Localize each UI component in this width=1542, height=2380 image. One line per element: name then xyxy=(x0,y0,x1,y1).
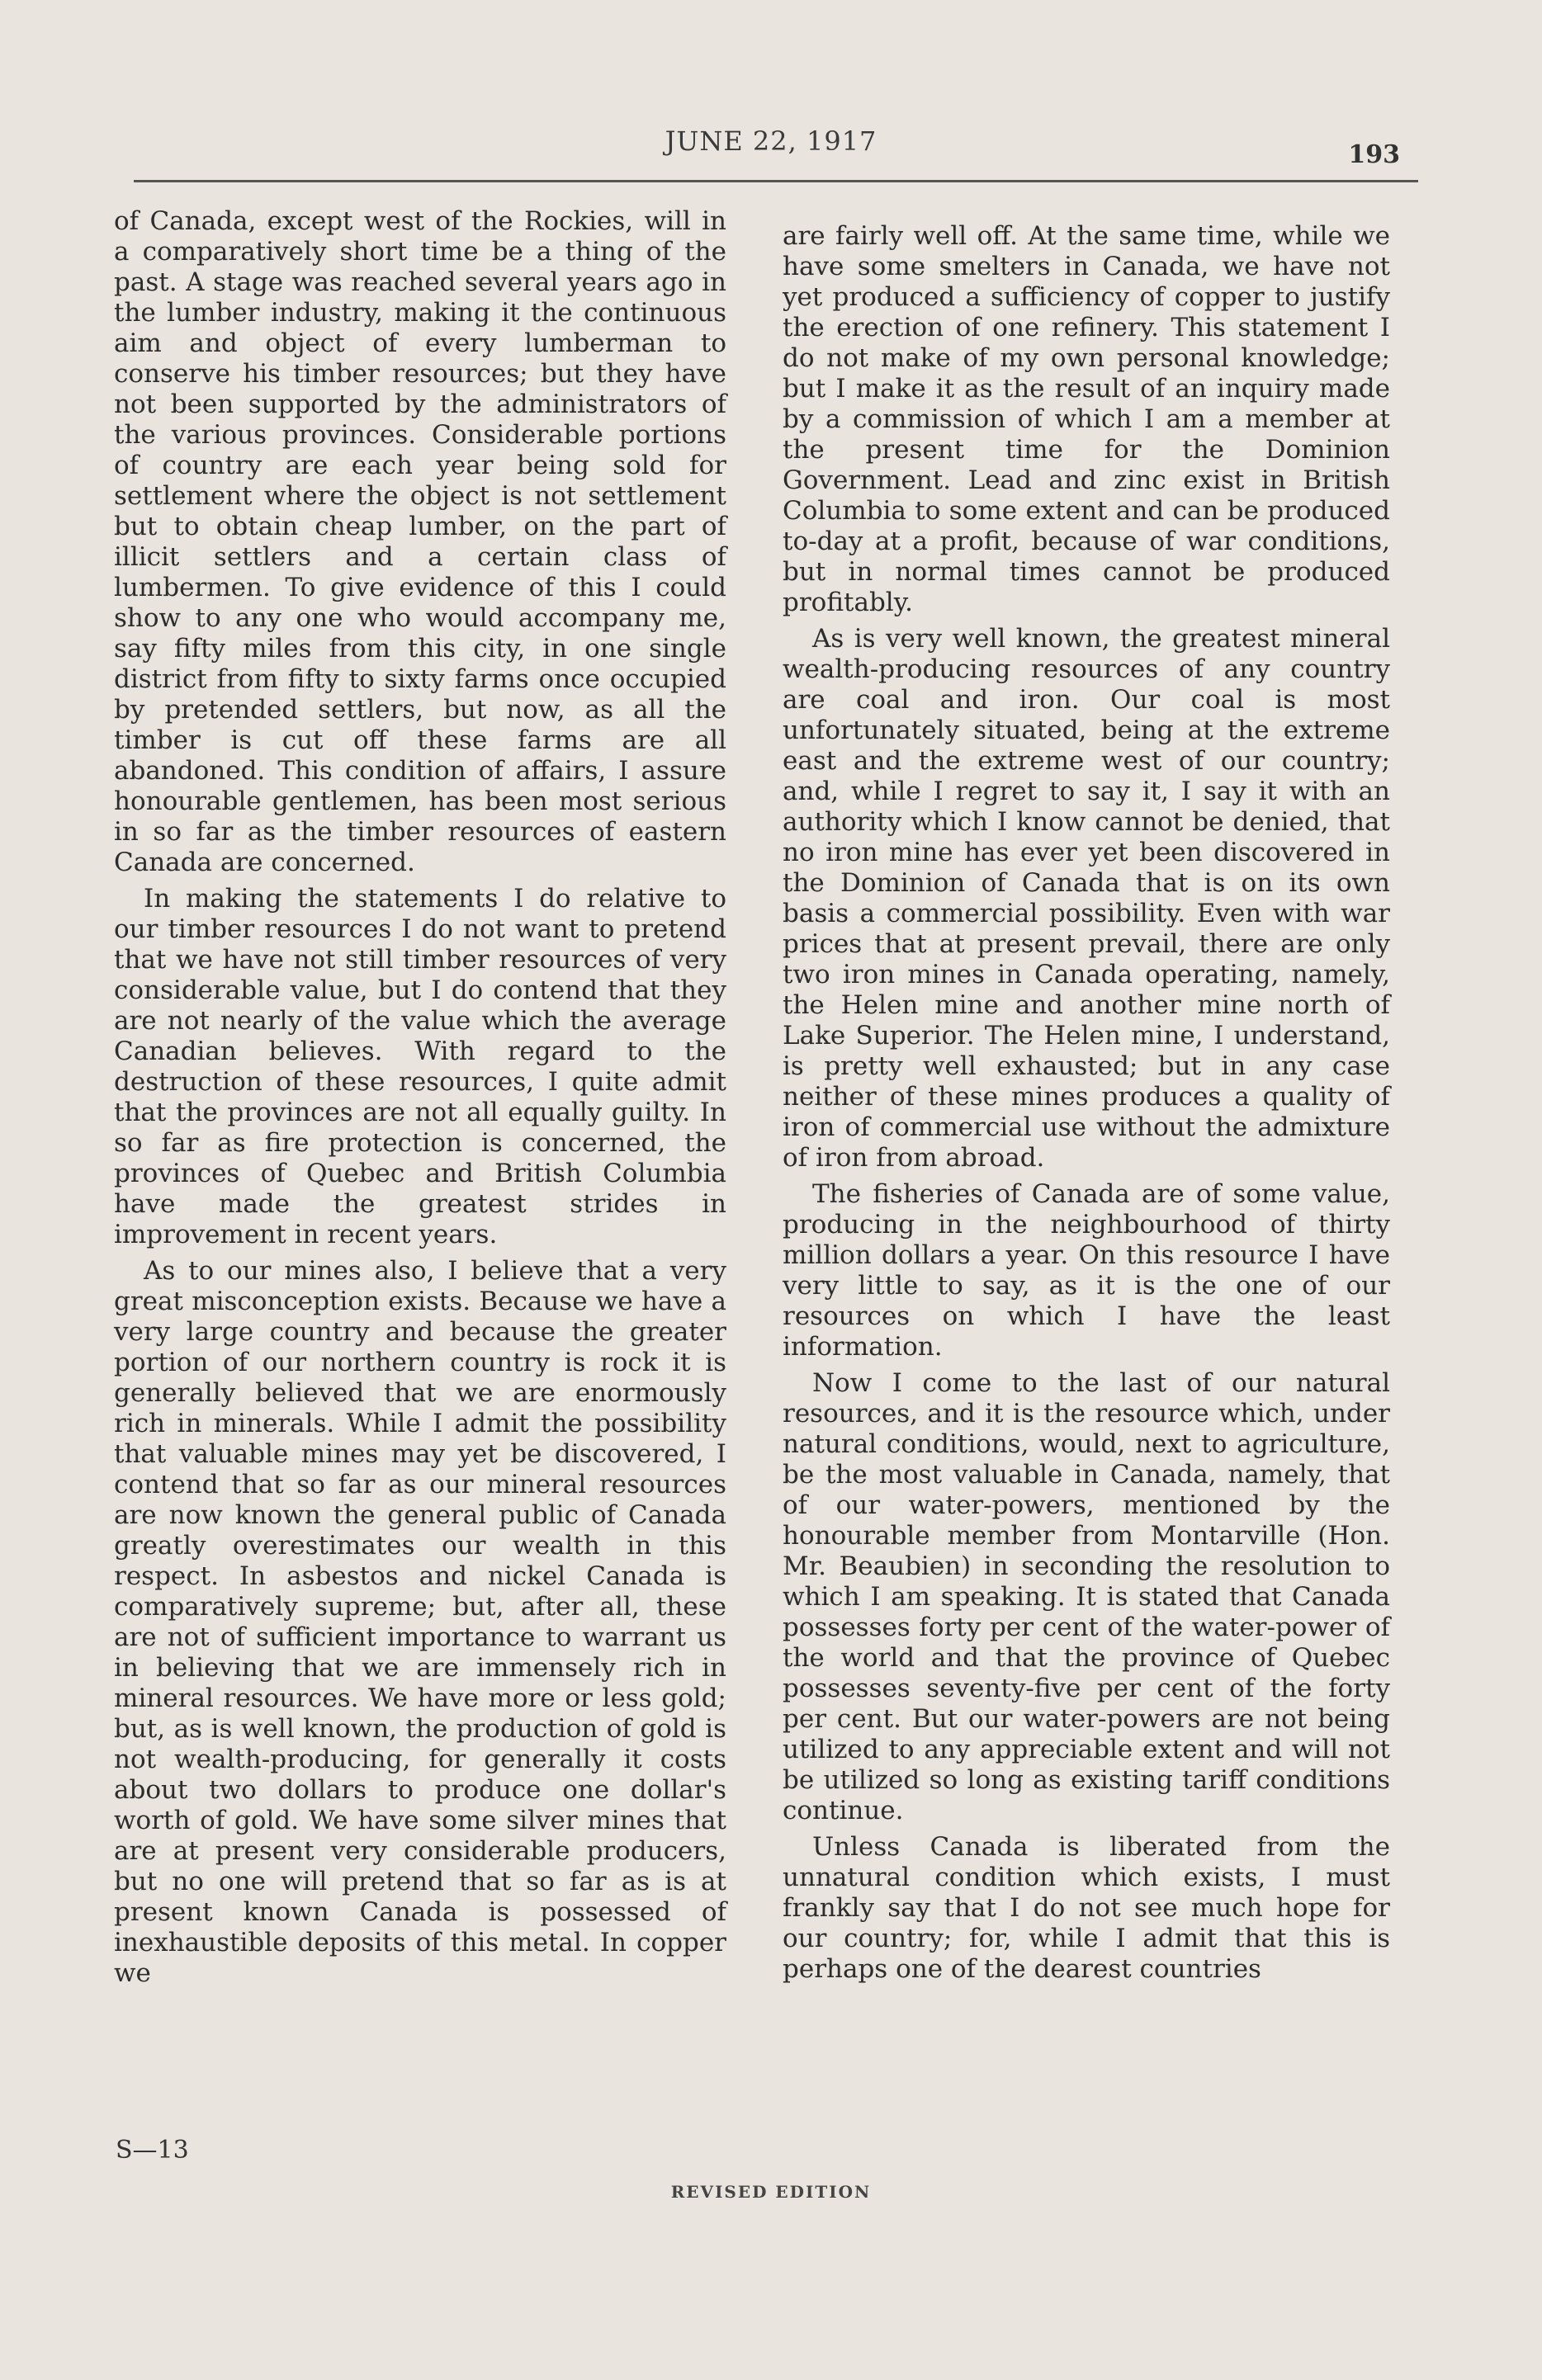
right-column xyxy=(783,221,1390,1990)
page-number: 193 xyxy=(1348,140,1400,169)
right-paragraph-4: Now I come to the last of our natural resources, and it is the resource which, under natural conditions, would, next to agriculture, be the most valuable in Canada, namely, that of our water-powers, mentioned by the honourable member from Montarville (Hon. Mr. Beaubien) in seconding the resolution to which I am speaking. It is stated that Canada possesses forty per cent of the water-power of the world and that the province of Quebec possesses seventy-five per cent of the forty per cent. But our water-powers are not being utilized to any appreciable extent and will not be utilized so long as existing tariff conditions continue. xyxy=(783,1368,1390,1825)
right-paragraph-5: Unless Canada is liberated from the unnatural condition which exists, I must frankly say that I do not see much hope for our country; for, while I admit that this is perhaps one of the dearest countries xyxy=(783,1832,1390,1984)
left-paragraph-2: In making the statements I do relative to our timber resources I do not want to pretend that we have not still timber resources of very considerable value, but I do contend that they are not nearly of the value which the average Canadian believes. With regard to the destruction of these resources, I quite admit that the provinces are not all equally guilty. In so far as fire protection is concerned, the provinces of Quebec and British Columbia have made the greatest strides in improvement in recent years. xyxy=(114,884,726,1249)
header-rule xyxy=(134,180,1418,182)
right-paragraph-2: As is very well known, the greatest mineral wealth-producing resources of any country are coal and iron. Our coal is most unfortunately situated, being at the extreme east and the extreme west of our country; and, while I regret to say it, I say it with an authority which I know cannot be denied, that no iron mine has ever yet been discovered in the Dominion of Canada that is on its own basis a commercial possibility. Even with war prices that at present prevail, there are only two iron mines in Canada operating, namely, the Helen mine and another mine north of Lake Superior. The Helen mine, I understand, is pretty well exhausted; but in any case neither of these mines produces a quality of iron of commercial use without the admixture of iron from abroad. xyxy=(783,624,1390,1173)
footer-edition: REVISED EDITION xyxy=(670,2182,872,2202)
right-paragraph-1: are fairly well off. At the same time, while we have some smelters in Canada, we have not yet produced a sufficiency of copper to justify the erection of one refinery. This statement I do not make of my own personal knowledge; but I make it as the result of an inquiry made by a commission of which I am a member at the present time for the Dominion Government. Lead and zinc exist in British Columbia to some extent and can be produced to-day at a profit, because of war conditions, but in normal times cannot be produced profitably. xyxy=(783,221,1390,617)
page-date: JUNE 22, 1917 xyxy=(665,125,877,157)
left-column xyxy=(114,206,726,1995)
left-paragraph-3: As to our mines also, I believe that a very great misconception exists. Because we have a very large country and because the greater portion of our northern country is rock it is generally believed that we are enormously rich in minerals. While I admit the possibility that valuable mines may yet be discovered, I contend that so far as our mineral resources are now known the general public of Canada greatly overestimates our wealth in this respect. In asbestos and nickel Canada is comparatively supreme; but, after all, these are not of sufficient importance to warrant us in believing that we are immensely rich in mineral resources. We have more or less gold; but, as is well known, the production of gold is not wealth-producing, for generally it costs about two dollars to produce one dollar's worth of gold. We have some silver mines that are at present very considerable producers, but no one will pretend that so far as is at present known Canada is possessed of inexhaustible deposits of this metal. In copper we xyxy=(114,1256,726,1988)
left-paragraph-1: of Canada, except west of the Rockies, will in a comparatively short time be a thing of the past. A stage was reached several years ago in the lumber industry, making it the continuous aim and object of every lumberman to conserve his timber resources; but they have not been supported by the administrators of the various provinces. Considerable portions of country are each year being sold for settlement where the object is not settlement but to obtain cheap lumber, on the part of illicit settlers and a certain class of lumbermen. To give evidence of this I could show to any one who would accompany me, say fifty miles from this city, in one single district from fifty to sixty farms once occupied by pretended settlers, but now, as all the timber is cut off these farms are all abandoned. This condition of affairs, I assure honourable gentlemen, has been most serious in so far as the timber resources of eastern Canada are concerned. xyxy=(114,206,726,877)
right-paragraph-3: The fisheries of Canada are of some value, producing in the neighbourhood of thirty million dollars a year. On this resource I have very little to say, as it is the one of our resources on which I have the least information. xyxy=(783,1179,1390,1362)
signature-mark: S—13 xyxy=(116,2136,189,2165)
